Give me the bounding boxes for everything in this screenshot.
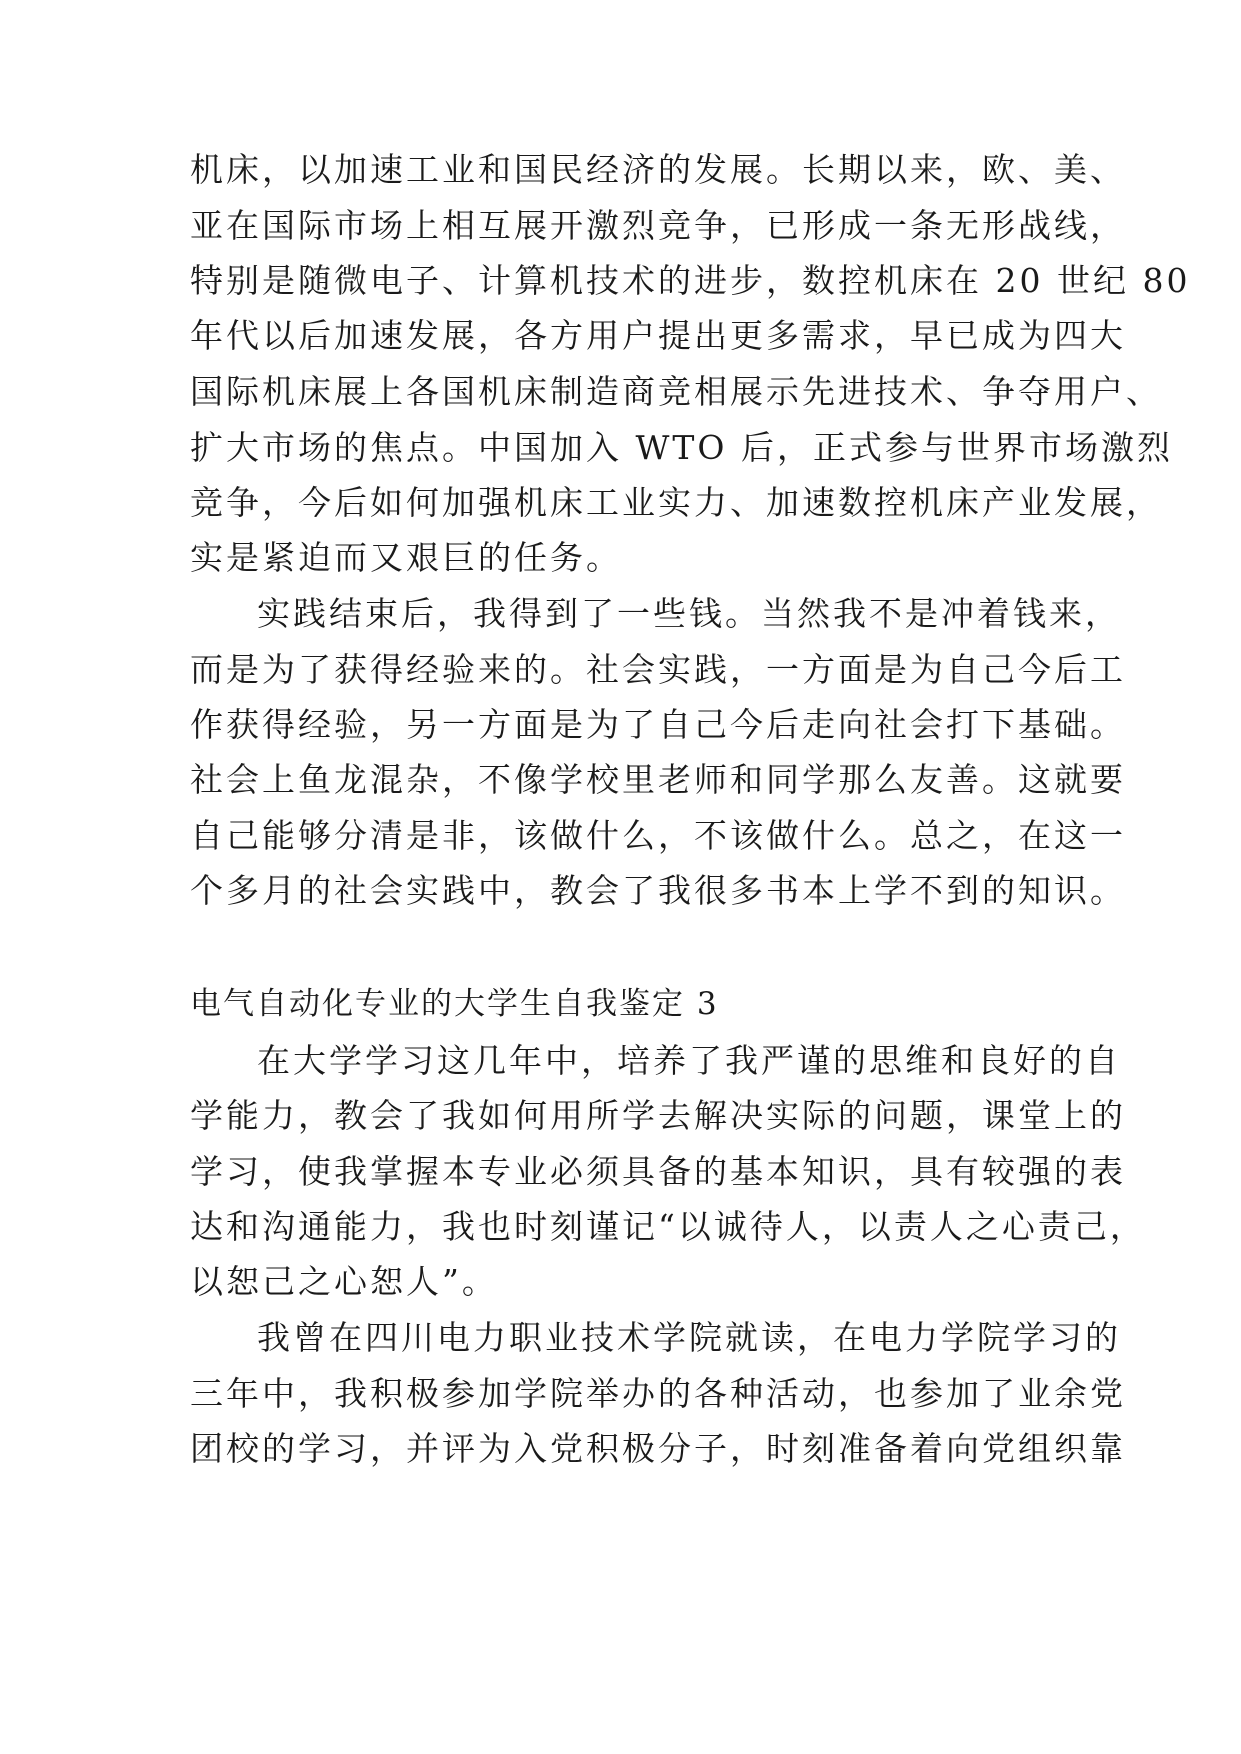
paragraph-4-line-1: 我曾在四川电力职业技术学院就读，在电力学院学习的 xyxy=(257,1318,1121,1357)
paragraph-3-line-1: 在大学学习这几年中，培养了我严谨的思维和良好的自 xyxy=(257,1041,1121,1080)
paragraph-1-line-7: 竞争，今后如何加强机床工业实力、加速数控机床产业发展， xyxy=(190,483,1162,522)
paragraph-1-line-5: 国际机床展上各国机床制造商竞相展示先进技术、争夺用户、 xyxy=(190,372,1162,411)
paragraph-2-line-1: 实践结束后，我得到了一些钱。当然我不是冲着钱来， xyxy=(257,594,1121,633)
section-heading: 电气自动化专业的大学生自我鉴定 3 xyxy=(190,986,719,1022)
paragraph-4-line-2: 三年中，我积极参加学院举办的各种活动，也参加了业余党 xyxy=(190,1374,1126,1413)
paragraph-3-line-3: 学习，使我掌握本专业必须具备的基本知识，具有较强的表 xyxy=(190,1152,1126,1191)
paragraph-1-line-1: 机床，以加速工业和国民经济的发展。长期以来，欧、美、 xyxy=(190,150,1126,189)
paragraph-3-line-5: 以恕己之心恕人”。 xyxy=(190,1262,498,1301)
paragraph-3-line-2: 学能力，教会了我如何用所学去解决实际的问题，课堂上的 xyxy=(190,1096,1126,1135)
paragraph-2-line-3: 作获得经验，另一方面是为了自己今后走向社会打下基础。 xyxy=(190,705,1126,744)
paragraph-3-line-4: 达和沟通能力，我也时刻谨记“以诚待人，以责人之心责己， xyxy=(190,1207,1146,1246)
paragraph-2-line-5: 自己能够分清是非，该做什么，不该做什么。总之，在这一 xyxy=(190,816,1126,855)
paragraph-1-line-2: 亚在国际市场上相互展开激烈竞争，已形成一条无形战线， xyxy=(190,206,1126,245)
paragraph-1-line-8: 实是紧迫而又艰巨的任务。 xyxy=(190,538,622,577)
paragraph-2-line-2: 而是为了获得经验来的。社会实践，一方面是为自己今后工 xyxy=(190,650,1126,689)
paragraph-1-line-3: 特别是随微电子、计算机技术的进步，数控机床在 20 世纪 80 xyxy=(190,261,1191,300)
paragraph-1-line-6: 扩大市场的焦点。中国加入 WTO 后，正式参与世界市场激烈 xyxy=(190,428,1173,467)
paragraph-2-line-4: 社会上鱼龙混杂，不像学校里老师和同学那么友善。这就要 xyxy=(190,760,1126,799)
paragraph-2-line-6: 个多月的社会实践中，教会了我很多书本上学不到的知识。 xyxy=(190,871,1126,910)
paragraph-1-line-4: 年代以后加速发展，各方用户提出更多需求，早已成为四大 xyxy=(190,316,1126,355)
paragraph-4-line-3: 团校的学习，并评为入党积极分子，时刻准备着向党组织靠 xyxy=(190,1429,1126,1468)
